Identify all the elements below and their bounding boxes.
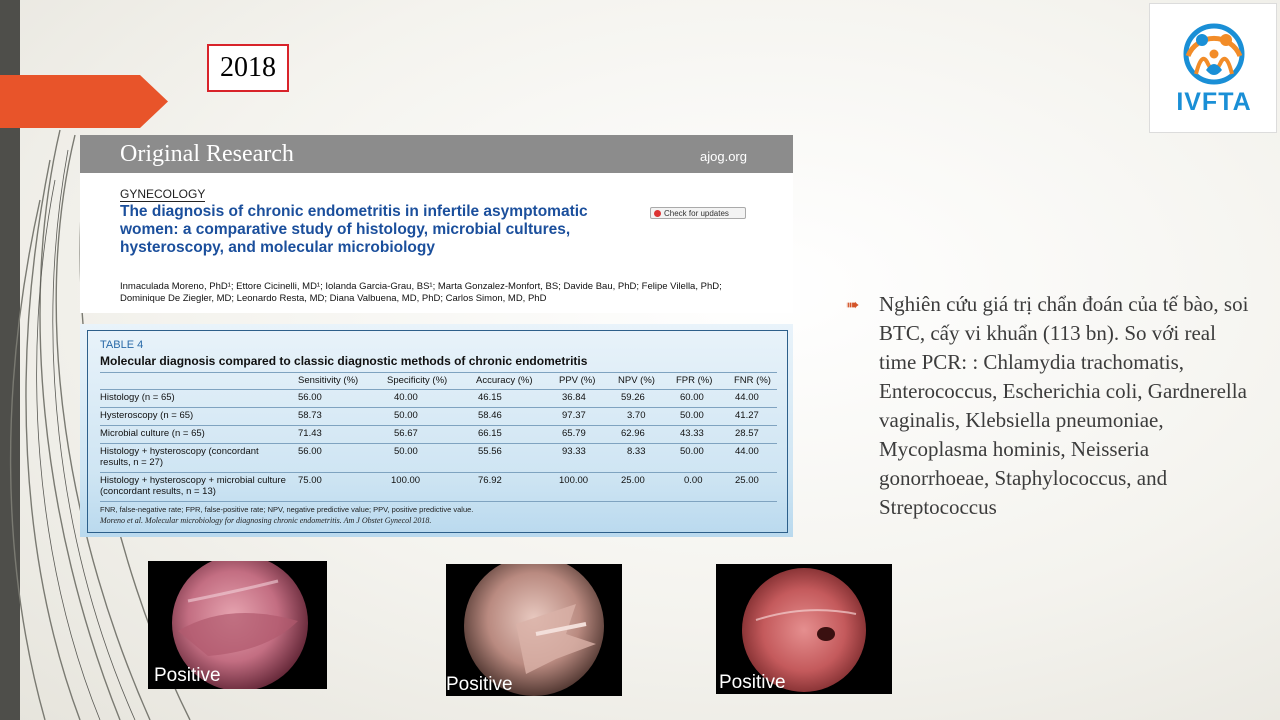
cell: 44.00 (735, 392, 759, 403)
cell: 55.56 (478, 446, 502, 457)
cell: 100.00 (391, 475, 421, 486)
table-title: Molecular diagnosis compared to classic diagnostic methods of chronic endometritis (100, 354, 588, 368)
table-rule (100, 425, 777, 426)
cell: 100.00 (559, 475, 589, 486)
cell: 25.00 (735, 475, 759, 486)
check-label: Check for updates (664, 208, 729, 218)
cell: 62.96 (621, 428, 645, 439)
table-4-clipping (80, 324, 793, 537)
table-rule (100, 389, 777, 390)
cell: 60.00 (680, 392, 704, 403)
cell: 36.84 (562, 392, 586, 403)
header-cell: PPV (%) (559, 375, 596, 386)
logo-text: IVFTA (1176, 88, 1252, 116)
cell: 25.00 (621, 475, 645, 486)
cell: 8.33 (627, 446, 646, 457)
table-rule (100, 501, 777, 502)
update-icon (654, 210, 661, 217)
cell: 97.37 (562, 410, 586, 421)
table-footnote: FNR, false-negative rate; FPR, false-positive rate; NPV, negative predictive value; PPV, positive predictive value. (100, 505, 474, 514)
cell: 40.00 (394, 392, 418, 403)
cell: 44.00 (735, 446, 759, 457)
header-cell: Sensitivity (%) (298, 375, 359, 386)
cell: 56.00 (298, 392, 322, 403)
ivfta-logo (1149, 3, 1277, 133)
hysteroscopy-image (716, 564, 892, 694)
header-cell: Specificity (%) (387, 375, 448, 386)
cell: 71.43 (298, 428, 322, 439)
cell: 50.00 (394, 410, 418, 421)
cell: 65.79 (562, 428, 586, 439)
row-method: Microbial culture (n = 65) (100, 428, 205, 439)
cell: 50.00 (680, 410, 704, 421)
paper-section: GYNECOLOGY (120, 187, 206, 201)
cell: 56.00 (298, 446, 322, 457)
cell: 66.15 (478, 428, 502, 439)
paper-title: The diagnosis of chronic endometritis in infertile asymptomatic women: a comparative study of histology, microbial cultures, hysteroscopy, and molecular microbiology (120, 203, 588, 256)
paper-type: Original Research (120, 141, 294, 167)
paper-authors: Inmaculada Moreno, PhD¹; Ettore Cicinelli, MD¹; Iolanda Garcia-Grau, BS¹; Marta Gonzalez-Monfort, BS; Davide Bau, PhD; Felipe Vilella, PhD; Dominique De Ziegler, MD; Leonardo Resta, MD; Diana Valbuena, MD, PhD; Carlos Simon, MD, PhD (120, 281, 722, 304)
cell: 46.15 (478, 392, 502, 403)
cell: 75.00 (298, 475, 322, 486)
paper-banner (80, 135, 793, 173)
arrow-bullet-icon: ➠ (846, 297, 860, 314)
table-rule (100, 443, 777, 444)
check-for-updates-badge (650, 207, 746, 219)
cell: 58.46 (478, 410, 502, 421)
row-method: Histology + hysteroscopy + microbial culture (concordant results, n = 13) (100, 475, 286, 497)
cell: 76.92 (478, 475, 502, 486)
cell: 41.27 (735, 410, 759, 421)
cell: 0.00 (684, 475, 703, 486)
orange-arrow-banner (0, 75, 168, 128)
cell: 59.26 (621, 392, 645, 403)
hysteroscopy-image (446, 564, 622, 696)
table-label: TABLE 4 (100, 339, 144, 351)
paper-header-clipping (80, 135, 793, 313)
cell: 43.33 (680, 428, 704, 439)
photo-label: Positive (719, 672, 786, 693)
cell: 56.67 (394, 428, 418, 439)
row-method: Histology (n = 65) (100, 392, 175, 403)
hysteroscopy-image (148, 561, 327, 689)
photo-label: Positive (154, 665, 221, 686)
year-label: 2018 (207, 44, 289, 92)
table-frame (87, 330, 788, 533)
cell: 50.00 (394, 446, 418, 457)
photo-label: Positive (446, 674, 513, 695)
logo-family-icon (1150, 4, 1278, 94)
header-cell: FNR (%) (734, 375, 771, 386)
table-rule (100, 372, 777, 373)
cell: 50.00 (680, 446, 704, 457)
table-rule (100, 407, 777, 408)
bullet-text: Nghiên cứu giá trị chẩn đoán của tế bào, soi BTC, cấy vi khuẩn (113 bn). So với real time PCR: : Chlamydia trachomatis, Enterococcus, Escherichia coli, Gardnerella vaginalis, Klebsiella pneumoniae, Mycoplasma hominis, Neisseria gonorrhoeae, Staphylococcus, and Streptococcus (879, 292, 1249, 519)
header-cell: NPV (%) (618, 375, 655, 386)
row-method: Hysteroscopy (n = 65) (100, 410, 194, 421)
table-rule (100, 472, 777, 473)
cell: 58.73 (298, 410, 322, 421)
row-method: Histology + hysteroscopy (concordant results, n = 27) (100, 446, 259, 468)
cell: 3.70 (627, 410, 646, 421)
cell: 93.33 (562, 446, 586, 457)
table-citation: Moreno et al. Molecular microbiology for diagnosing chronic endometritis. Am J Obstet Gynecol 2018. (100, 516, 432, 525)
header-cell: FPR (%) (676, 375, 713, 386)
journal-site: ajog.org (700, 149, 747, 164)
header-cell: Accuracy (%) (476, 375, 533, 386)
cell: 28.57 (735, 428, 759, 439)
